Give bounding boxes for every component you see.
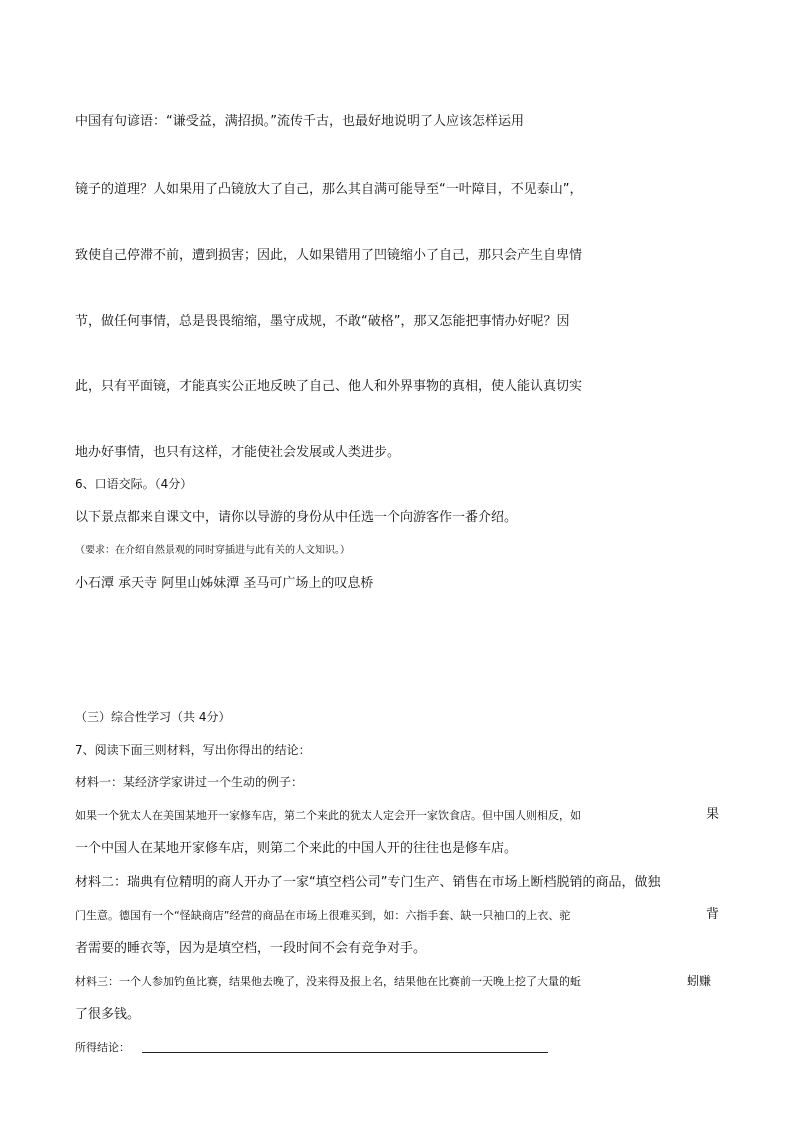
essay-line-6: 地办好事情，也只有这样，才能使社会发展或人类进步。 [75,445,401,460]
material-3-line-1: 材料三：一个人参加钓鱼比赛，结果他去晚了，没来得及报上名，结果他在比赛前一天晚上挖了大量的蚯 [75,975,581,988]
essay-line-3: 致使自己停滞不前，遭到损害；因此，人如果错用了凹镜缩小了自己，那只会产生自卑情 [75,248,583,263]
q6-title: 6、口语交际。（4分） [75,477,193,491]
material-1-line-2: 一个中国人在某地开家修车店，则第二个来此的中国人开的往往也是修车店。 [75,841,518,856]
material-2-line-2: 门生意。德国有一个“怪缺商店”经营的商品在市场上很难买到，如：六指手套、缺一只袖口的上衣、驼 [75,909,571,922]
material-1-line-1: 如果一个犹太人在美国某地开一家修车店，第二个来此的犹太人定会开一家饮食店。但中国人则相反，如 [75,809,581,822]
essay-line-4: 节，做任何事情，总是畏畏缩缩，墨守成规，不敢“破格”，那又怎能把事情办好呢？因 [75,314,570,329]
essay-line-2: 镜子的道理？人如果用了凸镜放大了自己，那么其自满可能导至“一叶障目，不见泰山”， [75,182,583,197]
conclusion-label: 所得结论： [75,1041,130,1054]
material-1-title: 材料一：某经济学家讲过一个生动的例子： [75,775,304,789]
essay-line-5: 此，只有平面镜，才能真实公正地反映了自己、他人和外界事物的真相，使人能认真切实 [75,379,583,394]
q6-requirement: （要求：在介绍自然景观的同时穿插进与此有关的人文知识。） [75,545,350,556]
material-2-line-3: 者需要的睡衣等，因为是填空档，一段时间不会有竞争对手。 [75,941,427,956]
material-2-line-1: 材料二：瑞典有位精明的商人开办了一家“填空档公司”专门生产、销售在市场上断档脱销的商品，做独 [75,875,661,890]
conclusion-answer-line[interactable] [142,1052,548,1053]
q6-spots: 小石潭 承天寺 阿里山姊妹潭 圣马可广场上的叹息桥 [75,576,374,591]
q6-instruction: 以下景点都来自课文中，请你以导游的身份从中任选一个向游客作一番介绍。 [75,510,518,525]
material-3-line-1-tail: 蚓赚 [687,974,712,988]
material-1-line-1-tail: 果 [706,807,720,822]
q7-title: 7、阅读下面三则材料，写出你得出的结论： [75,743,311,757]
material-3-line-2: 了很多钱。 [75,1007,141,1022]
section3-heading: （三）综合性学习（共 4分） [75,710,231,724]
material-2-line-2-tail: 背 [706,907,720,922]
essay-line-1: 中国有句谚语：“谦受益，满招损。”流传千古，也最好地说明了人应该怎样运用 [75,114,524,129]
